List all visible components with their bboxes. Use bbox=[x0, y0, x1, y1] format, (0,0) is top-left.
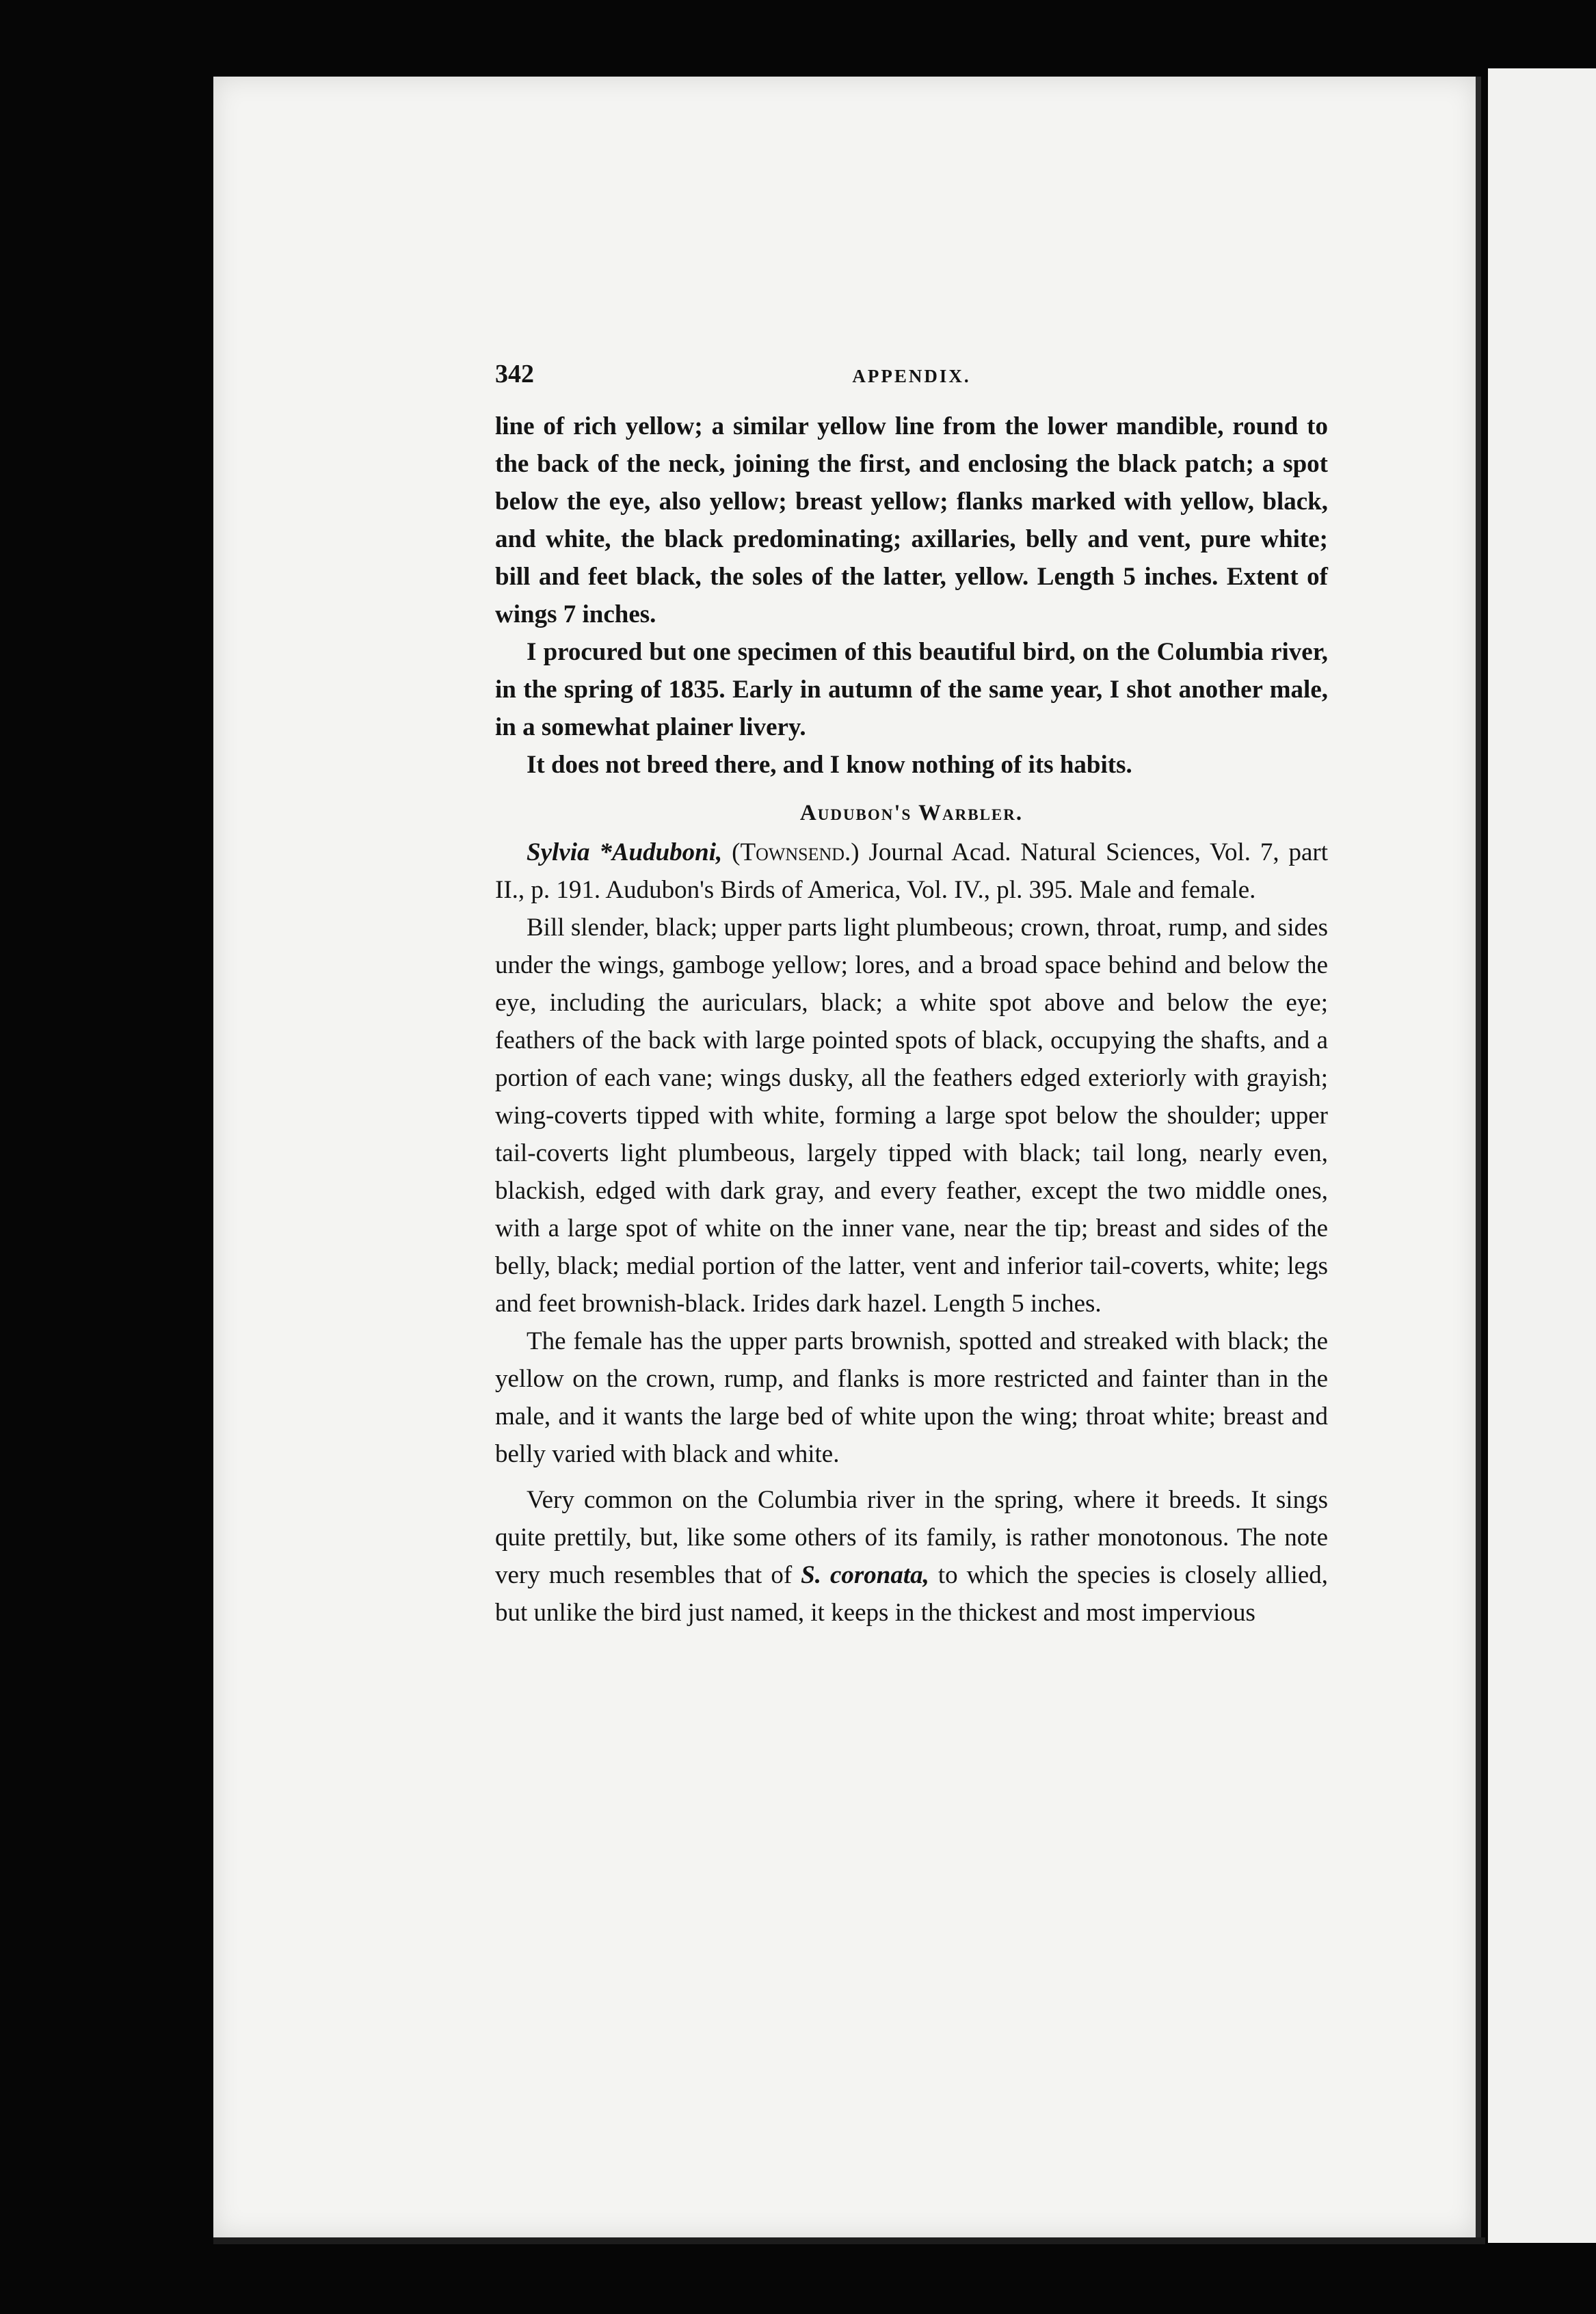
citation-references: Journal Acad. Natural Sciences, Vol. 7, part II., p. 191. Audubon's Birds of America, Vol. IV., pl. 395. Male and female. bbox=[495, 838, 1329, 904]
paragraph-female-description: The female has the upper parts brownish, spotted and streaked with black; the yellow on the crown, rump, and flanks is more restricted and fainter than in the male, and it wants the large bed of white upon the wing; throat white; breast and belly varied with black and white. bbox=[495, 1327, 1328, 1468]
paragraph-gap bbox=[495, 1473, 1328, 1481]
running-head: APPENDIX. bbox=[852, 366, 971, 386]
page-header bbox=[495, 356, 1328, 395]
species-author: (Townsend.) bbox=[732, 838, 860, 866]
compared-species-name: S. coronata, bbox=[801, 1561, 929, 1589]
adjacent-page-edge bbox=[1488, 68, 1596, 2243]
paragraph-citation bbox=[495, 834, 1328, 909]
page-number: 342 bbox=[495, 360, 534, 388]
paragraph-plumage-continued: line of rich yellow; a similar yellow line from the lower mandible, round to the back of the neck, joining the first, and enclosing the black patch; a spot below the eye, also yellow; breast yellow; flanks marked with yellow, black, and white, the black predominating; axillaries, belly and vent, pure white; bill and feet black, the soles of the latter, yellow. Length 5 inches. Extent of wings 7 inches. bbox=[495, 412, 1328, 628]
species-name: Sylvia *Auduboni, bbox=[527, 838, 723, 866]
paragraph-male-description: Bill slender, black; upper parts light plumbeous; crown, throat, rump, and sides under the wings, gamboge yellow; lores, and a broad space behind and below the eye, including the auriculars, black; a white spot above and below the eye; feathers of the back with large pointed spots of black, occupying the shafts, and a portion of each vane; wings dusky, all the feathers edged exteriorly with grayish; wing-coverts tipped with white, forming a large spot below the shoulder; upper tail-coverts light plumbeous, largely tipped with black; tail long, nearly even, blackish, edged with dark gray, and every feather, except the two middle ones, with a large spot of white on the inner vane, near the tip; breast and sides of the belly, black; medial portion of the latter, vent and inferior tail-coverts, white; legs and feet brownish-black. Irides dark hazel. Length 5 inches. bbox=[495, 914, 1328, 1318]
page-text-block bbox=[495, 356, 1328, 1632]
section-heading: Audubon's Warbler. bbox=[799, 801, 1024, 825]
paragraph-breeding-note: It does not breed there, and I know nothing of its habits. bbox=[527, 751, 1132, 779]
habits-text-end: to which the species is closely allied, but unlike the bird just named, it keeps in the thickest and most impervious bbox=[495, 1561, 1329, 1627]
paragraph-habits bbox=[495, 1481, 1328, 1632]
habits-text-start: Very common on the Columbia river in the spring, where it breeds. It sings quite prettily, but, like some others of its family, is rather monotonous. The note very much resembles that of bbox=[495, 1486, 1328, 1589]
page-edge-shadow bbox=[1476, 77, 1481, 2237]
paragraph-specimen-procured: I procured but one specimen of this beautiful bird, on the Columbia river, in the spring of 1835. Early in autumn of the same year, I shot another male, in a somewhat plainer livery. bbox=[495, 638, 1328, 741]
page-bottom-shadow bbox=[213, 2237, 1485, 2244]
